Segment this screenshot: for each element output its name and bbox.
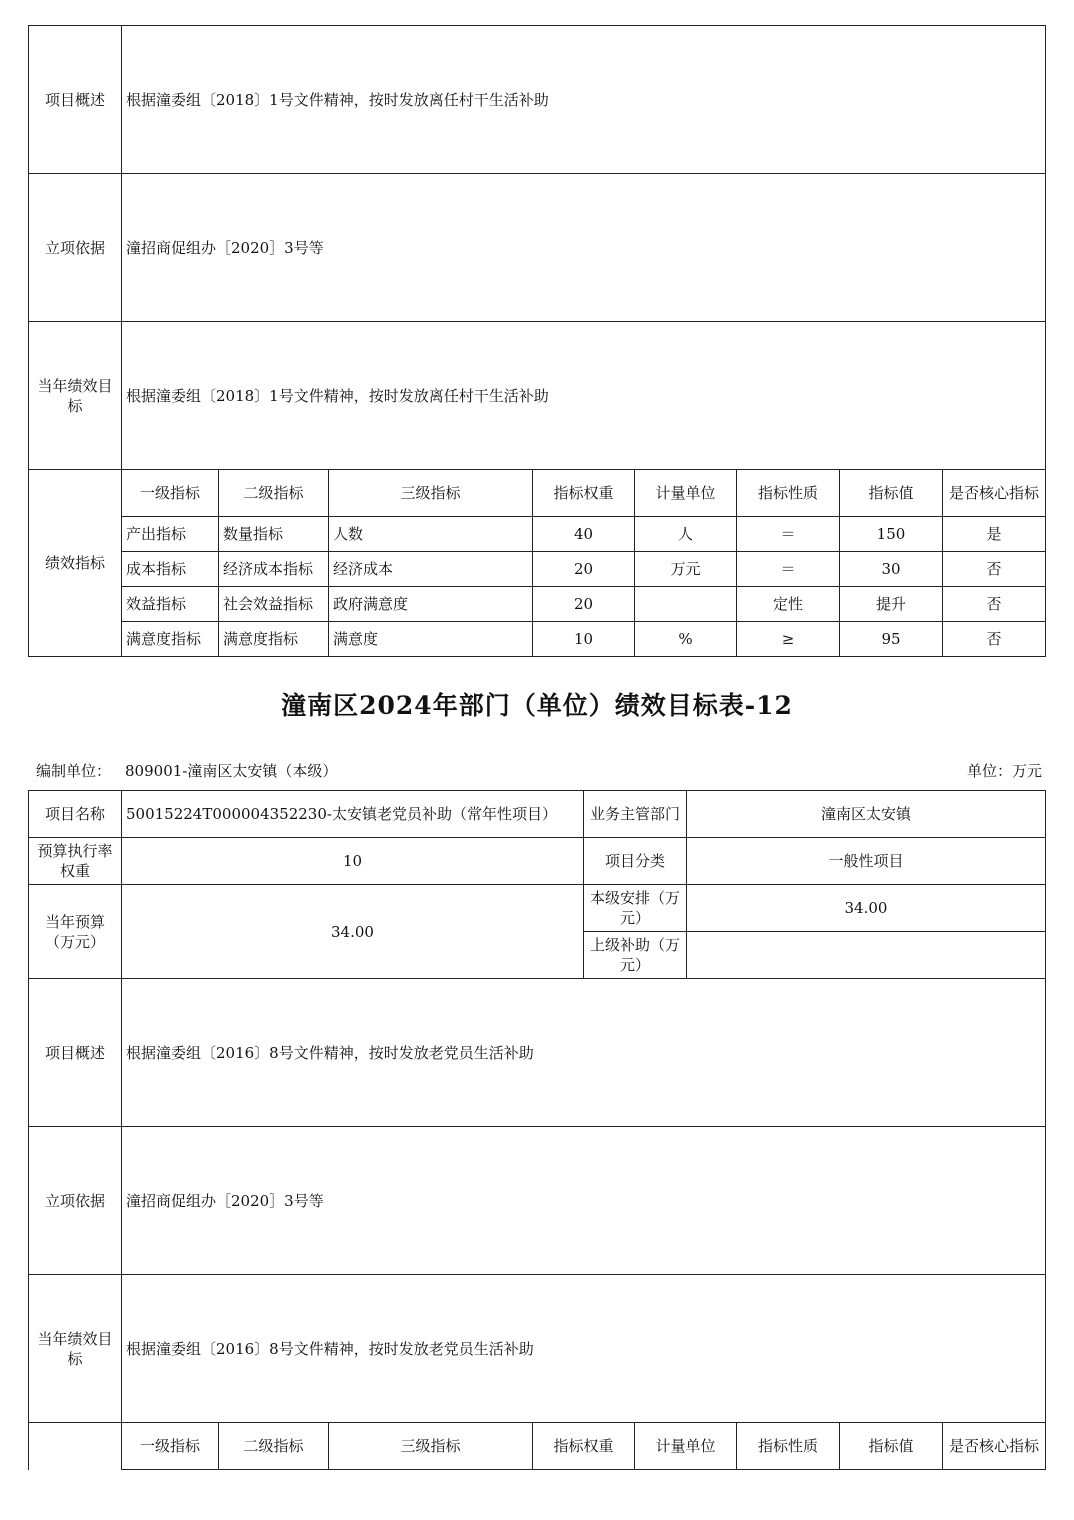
cell-nature: ≥ (737, 622, 840, 657)
header-value: 指标值 (840, 1423, 943, 1470)
table-row (29, 622, 1046, 657)
cell-unit: % (635, 622, 737, 657)
header-nature: 指标性质 (737, 470, 840, 517)
cell-unit (635, 587, 737, 622)
budget-value: 34.00 (122, 885, 584, 979)
cell-level3: 政府满意度 (329, 587, 533, 622)
cell-level2: 经济成本指标 (219, 552, 329, 587)
cell-nature: 定性 (737, 587, 840, 622)
indicators-label: 绩效指标 (29, 470, 122, 657)
goal-text: 根据潼委组〔2018〕1号文件精神，按时发放离任村干生活补助 (122, 322, 1046, 470)
header-core: 是否核心指标 (943, 470, 1046, 517)
project-name: 50015224T000004352230-太安镇老党员补助（常年性项目） (122, 791, 584, 838)
table-row (29, 552, 1046, 587)
basis-text: 潼招商促组办［2020］3号等 (122, 1127, 1046, 1275)
cell-level1: 满意度指标 (122, 622, 219, 657)
cell-unit: 万元 (635, 552, 737, 587)
cell-weight: 40 (533, 517, 635, 552)
upper-value (687, 932, 1046, 979)
cell-core: 否 (943, 587, 1046, 622)
exec-weight: 10 (122, 838, 584, 885)
cell-level1: 成本指标 (122, 552, 219, 587)
page-title: 潼南区2024年部门（单位）绩效目标表-12 (281, 691, 793, 720)
overview-label: 项目概述 (29, 26, 122, 174)
cell-level1: 效益指标 (122, 587, 219, 622)
cell-level3: 满意度 (329, 622, 533, 657)
header-level1: 一级指标 (122, 470, 219, 517)
dept-label: 业务主管部门 (584, 791, 687, 838)
category-value: 一般性项目 (687, 838, 1046, 885)
header-level2: 二级指标 (219, 1423, 329, 1470)
local-label: 本级安排（万元） (584, 885, 687, 932)
exec-weight-label: 预算执行率权重 (29, 838, 122, 885)
unit-label: 单位：万元 (966, 762, 1042, 780)
performance-table-prev (28, 25, 1046, 657)
cell-core: 否 (943, 622, 1046, 657)
basis-label: 立项依据 (29, 1127, 122, 1275)
header-level3: 三级指标 (329, 1423, 533, 1470)
header-level1: 一级指标 (122, 1423, 219, 1470)
org-label: 编制单位： (36, 762, 112, 780)
overview-label: 项目概述 (29, 979, 122, 1127)
cell-value: 30 (840, 552, 943, 587)
cell-level2: 满意度指标 (219, 622, 329, 657)
overview-text: 根据潼委组〔2018〕1号文件精神，按时发放离任村干生活补助 (122, 26, 1046, 174)
cell-unit: 人 (635, 517, 737, 552)
cell-weight: 20 (533, 587, 635, 622)
cell-level2: 数量指标 (219, 517, 329, 552)
cell-nature: ＝ (737, 517, 840, 552)
budget-label: 当年预算（万元） (29, 885, 122, 979)
upper-label: 上级补助（万元） (584, 932, 687, 979)
header-unit: 计量单位 (635, 470, 737, 517)
header-nature: 指标性质 (737, 1423, 840, 1470)
header-weight: 指标权重 (533, 1423, 635, 1470)
performance-table (28, 790, 1046, 1423)
header-level3: 三级指标 (329, 470, 533, 517)
cell-core: 是 (943, 517, 1046, 552)
cell-value: 150 (840, 517, 943, 552)
header-core: 是否核心指标 (943, 1423, 1046, 1470)
cell-level3: 人数 (329, 517, 533, 552)
project-name-label: 项目名称 (29, 791, 122, 838)
cell-level2: 社会效益指标 (219, 587, 329, 622)
header-level2: 二级指标 (219, 470, 329, 517)
header-value: 指标值 (840, 470, 943, 517)
header-unit: 计量单位 (635, 1423, 737, 1470)
cell-core: 否 (943, 552, 1046, 587)
basis-text: 潼招商促组办［2020］3号等 (122, 174, 1046, 322)
local-value: 34.00 (687, 885, 1046, 932)
goal-text: 根据潼委组〔2016〕8号文件精神，按时发放老党员生活补助 (122, 1275, 1046, 1423)
table-row (29, 517, 1046, 552)
cell-level1: 产出指标 (122, 517, 219, 552)
goal-label: 当年绩效目标 (29, 322, 122, 470)
goal-label: 当年绩效目标 (29, 1275, 122, 1423)
category-label: 项目分类 (584, 838, 687, 885)
overview-text: 根据潼委组〔2016〕8号文件精神，按时发放老党员生活补助 (122, 979, 1046, 1127)
basis-label: 立项依据 (29, 174, 122, 322)
dept-value: 潼南区太安镇 (687, 791, 1046, 838)
org-info (36, 760, 351, 781)
header-weight: 指标权重 (533, 470, 635, 517)
cell-nature: ＝ (737, 552, 840, 587)
cell-level3: 经济成本 (329, 552, 533, 587)
cell-value: 提升 (840, 587, 943, 622)
table-row (29, 587, 1046, 622)
cell-value: 95 (840, 622, 943, 657)
cell-weight: 10 (533, 622, 635, 657)
cell-weight: 20 (533, 552, 635, 587)
indicators-label-cell (29, 1423, 122, 1470)
indicator-header-table (28, 1422, 1046, 1470)
org-value: 809001-潼南区太安镇（本级） (125, 762, 338, 780)
